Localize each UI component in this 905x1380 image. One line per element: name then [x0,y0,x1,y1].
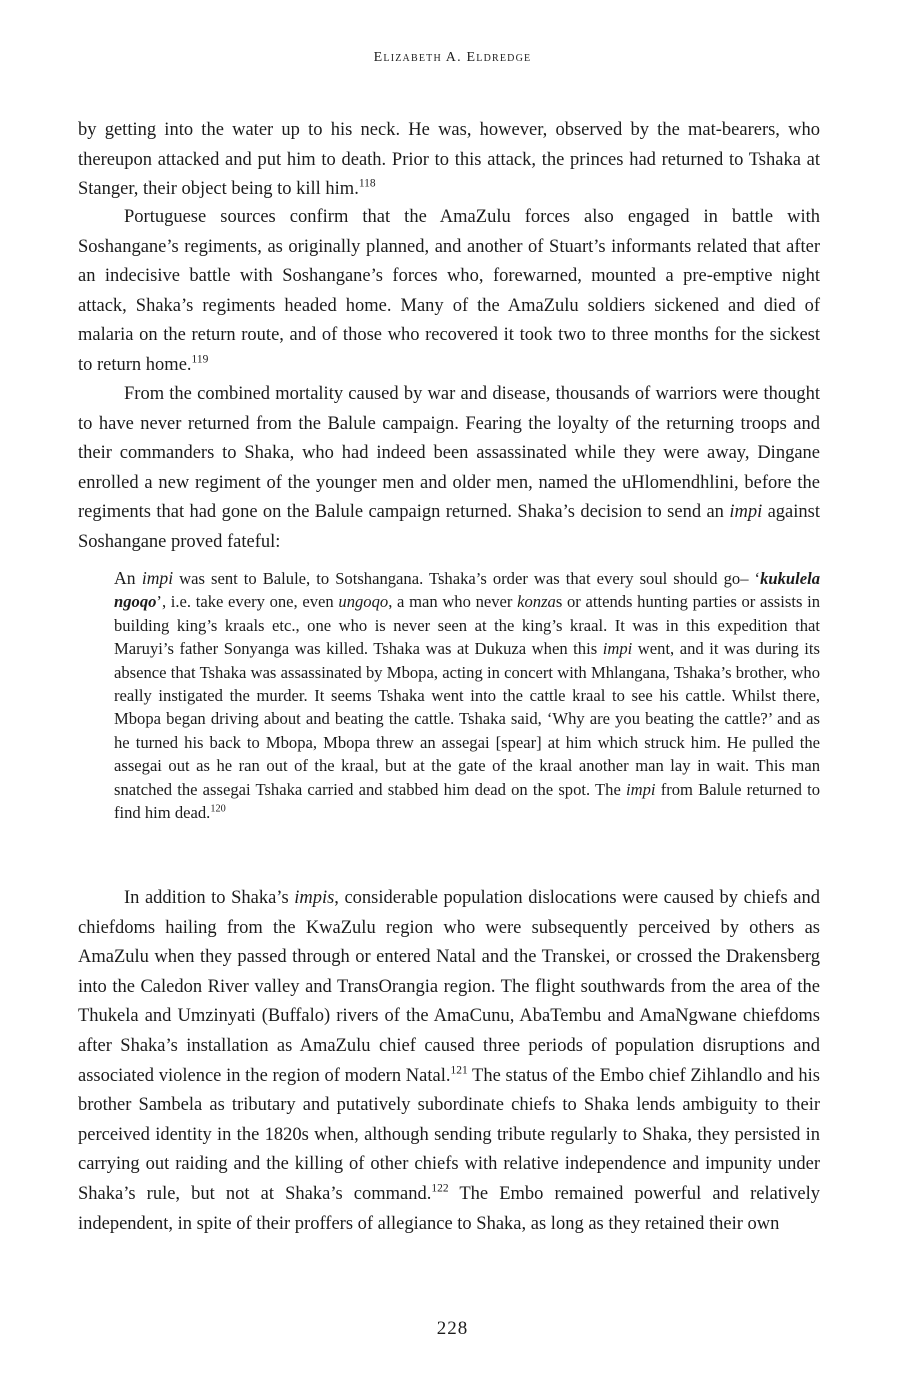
quote-text: , a man who never [388,592,518,612]
footnote-ref: 121 [450,1064,468,1077]
running-head: Elizabeth A. Eldredge [373,50,532,65]
block-quote [114,566,820,824]
paragraph-text: From the combined mortality caused by war and disease, thousands of warriors were thought to have never returned from the Balule campaign. Fearing the loyalty of the returning troops and their commanders to Shaka, who had indeed been assassinated while they were away, Dingane enrolled a new regiment of the younger men and older men, named the uHlomendhlini, before the regiments that had gone on the Balule campaign returned. Shaka’s decision to send an [78,384,820,523]
paragraph-text: The Embo remained powerful and relatively independent, in spite of their proffers of allegiance to Shaka, as long as they retained their own [78,1183,821,1234]
paragraph-text: Portuguese sources confirm that the AmaZulu forces also engaged in battle with Soshangane’s regiments, as originally planned, and another of Stuart’s informants related that after an indecisive battle with Soshangane’s forces who, forewarned, mounted a pre-emptive night attack, Shaka’s regiments headed home. Many of the AmaZulu soldiers sickened and died of malaria on the return route, and of those who recovered it took two to three months for the sickest to return home. [78,207,820,375]
paragraph-text: , considerable population dislocations were caused by chiefs and chiefdoms hailing from the KwaZulu region who were subsequently perceived by others as AmaZulu when they passed through or entered Natal and the Transkei, or crossed the Drakensberg into the Caledon River valley and TransOrangia region. The flight southwards from the area of the Thukela and Umzinyati (Buffalo) rivers of the AmaCunu, AbaTembu and AmaNgwane chiefdoms after Shaka’s installation as AmaZulu chief caused three periods of population disruptions and associated violence in the region of modern Natal. [78,888,821,1086]
page-number: 228 [436,1318,469,1339]
quote-text: from Balule returned to find him dead. [114,779,820,823]
italic-term: impi [626,779,656,799]
italic-term: impi [141,568,174,588]
paragraph-text: The status of the Embo chief Zihlandlo and his brother Sambela as tributary and putatively subordinate chiefs to Shaka lends ambiguity to their perceived identity in the 1820s when, although sending tribute regularly to Shaka, they persisted in carrying out raiding and the killing of other chiefs with relative independence and impunity under Shaka’s rule, but not at Shaka’s command. [78,1065,820,1204]
quote-text: went, and it was during its absence that Tshaka was assassinated by Mbopa, acting in concert with Mhlangana, Tshaka’s brother, who really instigated the murder. It seems Tshaka went into the cattle kraal to see his cattle. Whilst there, Mbopa began driving about and beating the cattle. Tshaka said, ‘Why are you beating the cattle?’ and as he turned his back to Mbopa, Mbopa threw an assegai [spear] at him which struck him. He pulled the assegai out as he ran out of the kraal, but at the gate of the kraal another man lay in wait. This man snatched the assegai Tshaka carried and stabbed him dead on the spot. The [114,639,820,799]
paragraph-combined-mortality [78,380,820,558]
italic-term: konza [517,592,556,612]
quote-text: s or attends hunting parties or assists in building king’s kraals etc., one who is never seen at the king’s kraal. It was in this expedition that Maruyi’s father Sonyanga was killed. Tshaka was at Dukuza when this [114,592,820,659]
paragraph-population-dislocations [78,884,820,1239]
paragraph-text: In addition to Shaka’s [124,888,295,908]
footnote-ref: 119 [191,353,209,366]
paragraph-portuguese-sources [78,203,820,381]
italic-term: ungoqo [338,592,389,612]
footnote-ref: 118 [358,177,376,190]
italic-term: impi [729,502,763,523]
paragraph-continuation [78,116,820,205]
quote-text: ’, i.e. take every one, even [156,592,339,612]
paragraph-text: against Soshangane proved fateful: [78,502,820,552]
footnote-ref: 120 [210,803,226,815]
footnote-ref: 122 [431,1182,449,1195]
quote-text: An [114,568,142,588]
paragraph-text: by getting into the water up to his neck. He was, however, observed by the mat-bearers, who thereupon attacked and put him to death. Prior to this attack, the princes had returned to Tshaka at Stanger, their object being to kill him. [78,120,820,200]
italic-term: impis [294,888,335,908]
italic-term: impi [602,639,633,659]
italic-term: kukulela ngoqo [114,569,820,612]
quote-text: was sent to Balule, to Sotshangana. Tshaka’s order was that every soul should go– ‘ [173,569,761,588]
